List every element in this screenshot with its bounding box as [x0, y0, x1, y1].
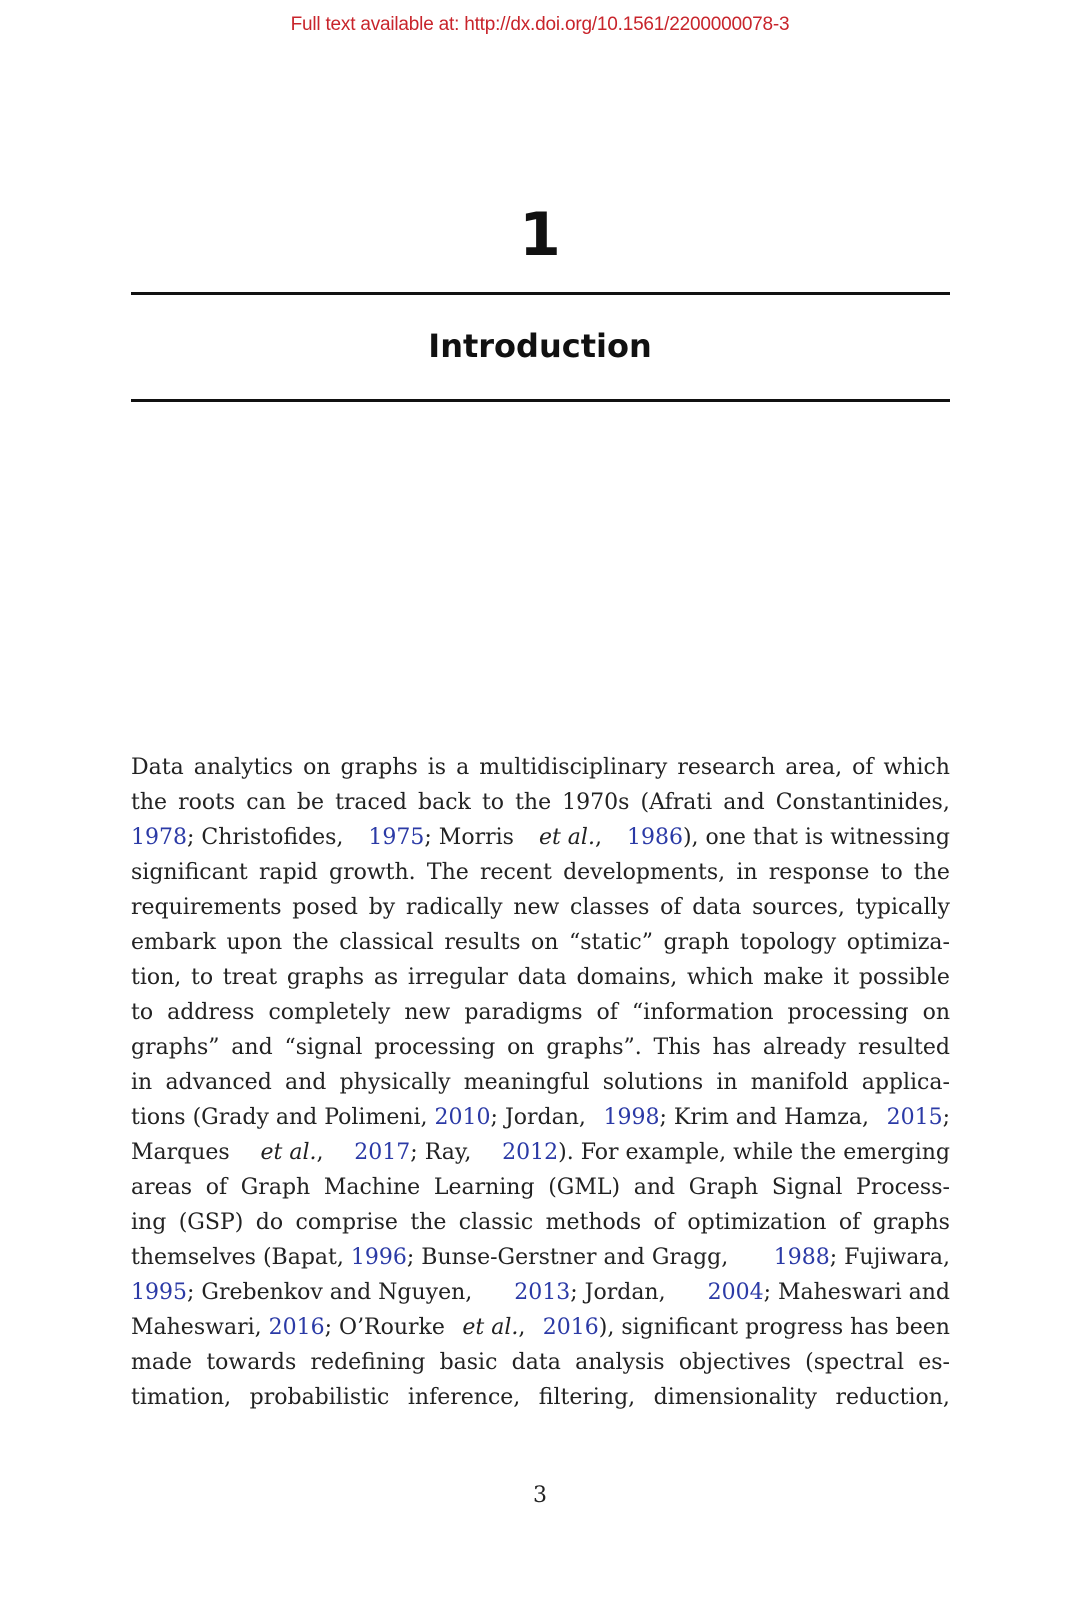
word: advanced — [165, 1070, 272, 1095]
word: and — [285, 1070, 327, 1095]
word: of — [653, 1210, 675, 1235]
citation-link[interactable]: 1975 — [368, 825, 425, 850]
italic-text: et al. — [462, 1315, 519, 1340]
word: Marques — [131, 1140, 230, 1165]
word: can — [246, 790, 286, 815]
text-line — [131, 1310, 950, 1345]
word: analysis — [575, 1350, 665, 1375]
body-paragraph — [131, 750, 950, 1415]
text-segment: ; Morris — [424, 825, 514, 850]
word: resulted — [857, 1035, 950, 1060]
word: to — [191, 965, 214, 990]
text-segment: Maheswari, — [131, 1315, 262, 1340]
text-segment: ). For example, while the emerging — [558, 1140, 950, 1165]
text-line — [131, 1170, 950, 1205]
word: and — [633, 1175, 676, 1200]
word: as — [373, 965, 399, 990]
citation-link[interactable]: 2017 — [354, 1140, 411, 1165]
word: basic — [439, 1350, 498, 1375]
citation-link[interactable]: 2012 — [502, 1140, 559, 1165]
word: meaningful — [463, 1070, 590, 1095]
word: to — [131, 1000, 154, 1025]
word: 1970s — [562, 790, 630, 815]
word: (GML) — [548, 1175, 621, 1200]
word: data — [692, 895, 742, 920]
word: back — [418, 790, 471, 815]
citation-link[interactable]: 1988 — [773, 1245, 830, 1270]
word: classical — [339, 930, 434, 955]
word: manifold — [750, 1070, 849, 1095]
word: Graph — [240, 1175, 311, 1200]
word: address — [167, 1000, 255, 1025]
word: ing — [131, 1210, 167, 1235]
word: already — [762, 1035, 847, 1060]
word: “signal — [284, 1035, 363, 1060]
word: the — [913, 860, 950, 885]
text-line — [131, 1135, 950, 1170]
word: topology — [739, 930, 837, 955]
word: on — [531, 930, 559, 955]
word: the — [292, 930, 329, 955]
word: domains, — [576, 965, 678, 990]
citation-link[interactable]: 2004 — [707, 1280, 764, 1305]
word: paradigms — [464, 1000, 583, 1025]
word: which — [687, 965, 754, 990]
word: optimiza- — [846, 930, 950, 955]
text-line — [131, 1275, 950, 1310]
word: timation, — [131, 1385, 232, 1410]
word: of — [660, 895, 682, 920]
word: Machine — [323, 1175, 421, 1200]
word: (GSP) — [178, 1210, 244, 1235]
word: applica- — [861, 1070, 950, 1095]
text-line — [131, 995, 950, 1030]
word: graph — [663, 930, 730, 955]
word: by — [368, 895, 396, 920]
word: posed — [292, 895, 358, 920]
word: a — [456, 755, 470, 780]
word: of — [596, 1000, 618, 1025]
word: towards — [206, 1350, 297, 1375]
word: filtering, — [538, 1385, 636, 1410]
text-segment: , — [518, 1315, 526, 1340]
word: analytics — [193, 755, 294, 780]
text-segment: ; Jordan, — [490, 1105, 586, 1130]
word: the — [410, 1210, 447, 1235]
text-segment: ; Ray, — [410, 1140, 472, 1165]
word: graphs — [286, 965, 365, 990]
word: solutions — [602, 1070, 704, 1095]
citation-link[interactable]: 1998 — [603, 1105, 660, 1130]
text-line — [131, 855, 950, 890]
citation-link[interactable]: 2010 — [434, 1105, 491, 1130]
word: possible — [858, 965, 950, 990]
text-segment: tions (Grady and Polimeni, — [131, 1105, 428, 1130]
citation-link[interactable]: 2016 — [542, 1315, 599, 1340]
chapter-title: Introduction — [428, 327, 652, 365]
word: made — [131, 1350, 193, 1375]
citation-link[interactable]: 2015 — [886, 1105, 943, 1130]
word: methods — [545, 1210, 642, 1235]
word: and — [231, 1035, 273, 1060]
word: to — [880, 860, 903, 885]
word: roots — [178, 790, 236, 815]
citation-link[interactable]: 1996 — [350, 1245, 407, 1270]
word: typically — [855, 895, 950, 920]
word: This — [653, 1035, 701, 1060]
page-number: 3 — [533, 1483, 547, 1508]
word: growth. — [329, 860, 416, 885]
word: graphs”. — [546, 1035, 642, 1060]
text-line — [131, 1065, 950, 1100]
text-segment: ; Grebenkov and Nguyen, — [187, 1280, 473, 1305]
word: on — [507, 1035, 535, 1060]
word: which — [883, 755, 950, 780]
word: new — [513, 895, 560, 920]
word: research — [677, 755, 776, 780]
word: requirements — [131, 895, 282, 920]
text-segment: ; — [942, 1105, 950, 1130]
word: classes — [570, 895, 650, 920]
word: “information — [631, 1000, 774, 1025]
citation-link[interactable]: 2016 — [268, 1315, 325, 1340]
word: probabilistic — [249, 1385, 390, 1410]
word: multidisciplinary — [479, 755, 668, 780]
word: in — [736, 860, 758, 885]
chapter-rule-top — [131, 292, 950, 295]
word: irregular — [407, 965, 508, 990]
text-line — [131, 785, 950, 820]
word: radically — [405, 895, 503, 920]
word: (Afrati — [640, 790, 713, 815]
word: Data — [131, 755, 184, 780]
text-segment: ), one that is witnessing — [682, 825, 950, 850]
word: graphs — [340, 755, 418, 780]
text-segment: , — [594, 825, 602, 850]
word: make — [763, 965, 824, 990]
word: completely — [268, 1000, 391, 1025]
citation-link[interactable]: 2013 — [514, 1280, 571, 1305]
text-segment: ; Jordan, — [570, 1280, 666, 1305]
word: new — [404, 1000, 451, 1025]
word: “static” — [569, 930, 653, 955]
word: do — [255, 1210, 284, 1235]
word: in — [131, 1070, 153, 1095]
text-line — [131, 1380, 950, 1415]
text-segment: ; Fujiwara, — [829, 1245, 950, 1270]
citation-link[interactable]: 1978 — [131, 825, 187, 850]
italic-text: et al. — [260, 1140, 317, 1165]
word: Constantinides, — [775, 790, 950, 815]
word: data — [511, 1350, 561, 1375]
text-segment: ; Bunse-Gerstner and Gragg, — [406, 1245, 729, 1270]
text-line — [131, 960, 950, 995]
word: of — [838, 1210, 861, 1235]
word: graphs” — [131, 1035, 220, 1060]
text-segment: ), significant progress has been — [598, 1315, 950, 1340]
word: and — [723, 790, 765, 815]
text-line — [131, 1205, 950, 1240]
word: inference, — [407, 1385, 521, 1410]
word: treat — [222, 965, 278, 990]
word: dimensionality — [653, 1385, 818, 1410]
word: in — [716, 1070, 738, 1095]
text-line — [131, 1100, 950, 1135]
word: The — [426, 860, 469, 885]
word: is — [427, 755, 447, 780]
word: physically — [339, 1070, 451, 1095]
text-segment: ; O’Rourke — [324, 1315, 445, 1340]
word: it — [833, 965, 850, 990]
word: embark — [131, 930, 216, 955]
text-line — [131, 1345, 950, 1380]
header-doi-link[interactable]: Full text available at: http://dx.doi.org/10.1561/2200000078-3 — [290, 14, 790, 35]
word: response — [768, 860, 870, 885]
word: processing — [787, 1000, 909, 1025]
word: of — [852, 755, 874, 780]
word: results — [444, 930, 521, 955]
word: recent — [479, 860, 552, 885]
text-segment: ; Krim and Hamza, — [659, 1105, 869, 1130]
word: has — [712, 1035, 752, 1060]
word: upon — [226, 930, 283, 955]
word: on — [922, 1000, 950, 1025]
word: area, — [785, 755, 843, 780]
word: developments, — [563, 860, 726, 885]
word: rapid — [258, 860, 318, 885]
word: processing — [374, 1035, 496, 1060]
chapter-number: 1 — [519, 200, 561, 270]
citation-link[interactable]: 1995 — [131, 1280, 187, 1305]
word: (spectral — [805, 1350, 904, 1375]
text-line — [131, 1030, 950, 1065]
word: Graph — [688, 1175, 759, 1200]
word: tion, — [131, 965, 182, 990]
word: Signal — [771, 1175, 843, 1200]
word: the — [131, 790, 168, 815]
text-line — [131, 750, 950, 785]
word: be — [296, 790, 325, 815]
word: the — [515, 790, 552, 815]
text-segment: themselves (Bapat, — [131, 1245, 344, 1270]
word: Learning — [433, 1175, 535, 1200]
text-line — [131, 890, 950, 925]
word: graphs — [872, 1210, 950, 1235]
word: classic — [458, 1210, 534, 1235]
word: areas — [131, 1175, 193, 1200]
word: significant — [131, 860, 248, 885]
citation-link[interactable]: 1986 — [626, 825, 683, 850]
word: Process- — [856, 1175, 950, 1200]
word: data — [517, 965, 567, 990]
text-line — [131, 925, 950, 960]
text-segment: ; Christofides, — [187, 825, 344, 850]
italic-text: et al. — [538, 825, 595, 850]
word: to — [481, 790, 505, 815]
word: es- — [918, 1350, 950, 1375]
word: traced — [335, 790, 407, 815]
text-line — [131, 820, 950, 855]
word: objectives — [678, 1350, 791, 1375]
text-segment: ; Maheswari and — [763, 1280, 950, 1305]
word: redefining — [310, 1350, 426, 1375]
chapter-rule-bottom — [131, 399, 950, 402]
text-line — [131, 1240, 950, 1275]
word: comprise — [295, 1210, 398, 1235]
word: optimization — [687, 1210, 827, 1235]
text-segment: , — [316, 1140, 324, 1165]
word: on — [303, 755, 331, 780]
word: of — [205, 1175, 228, 1200]
word: sources, — [752, 895, 845, 920]
word: reduction, — [835, 1385, 950, 1410]
